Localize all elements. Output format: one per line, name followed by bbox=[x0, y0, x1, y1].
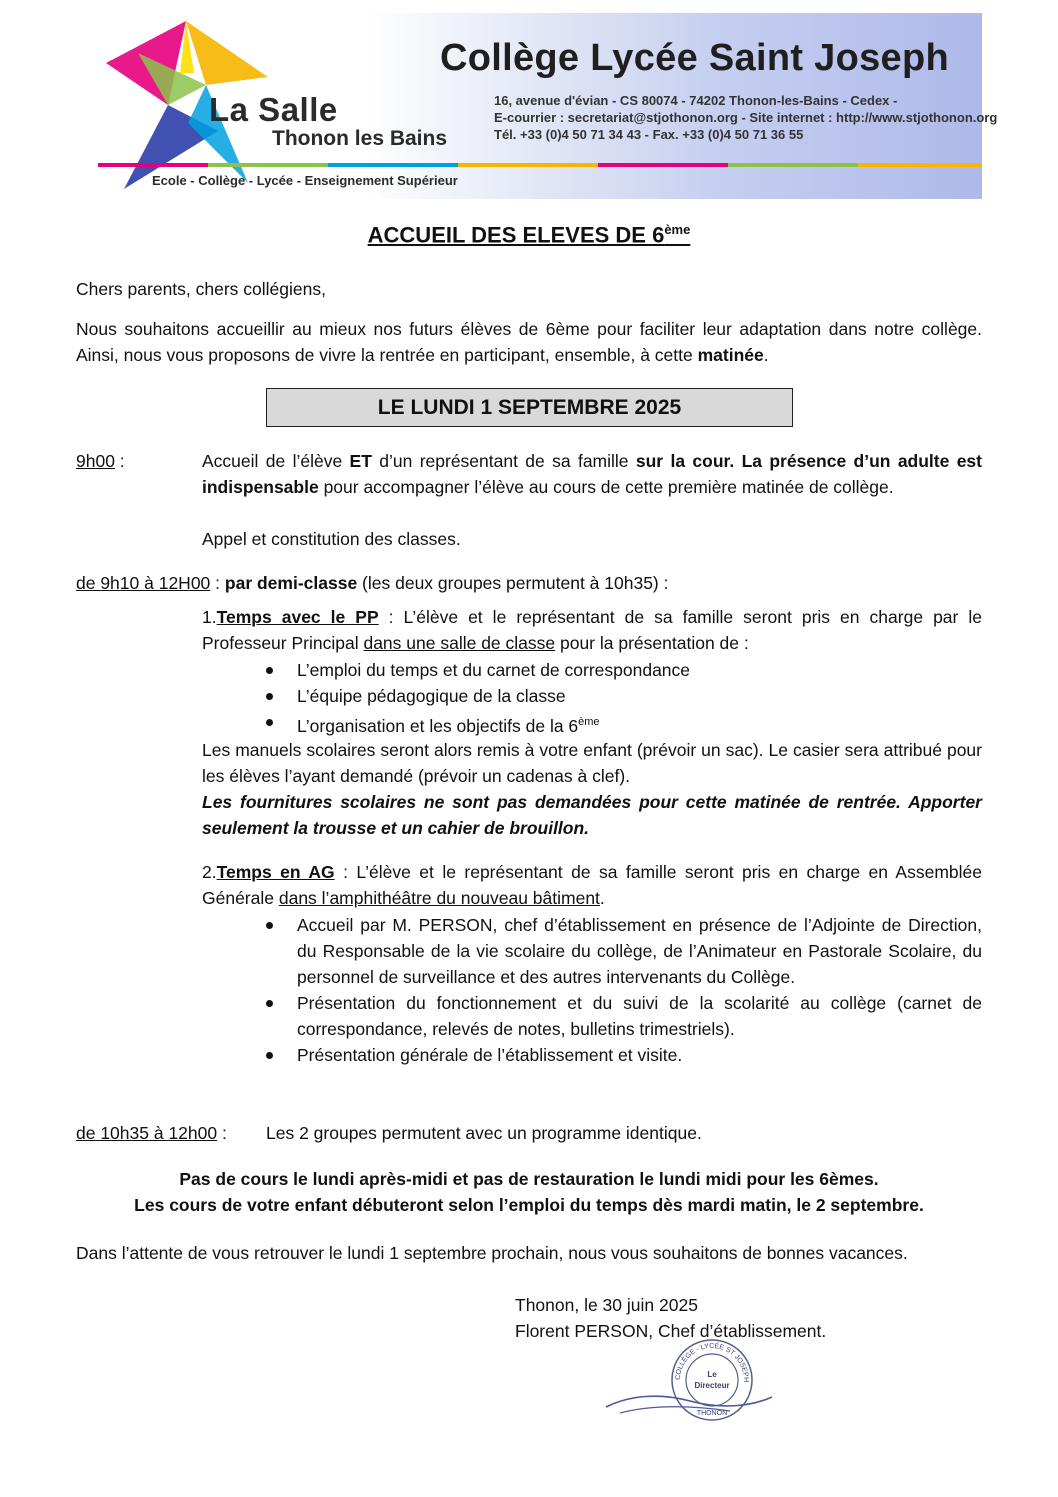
slot2-bold: par demi-classe bbox=[224, 573, 358, 593]
bullet-icon bbox=[266, 922, 273, 929]
logo-brand: La Salle bbox=[209, 91, 338, 128]
stamp-center-2: Directeur bbox=[694, 1381, 730, 1390]
slot1-text: pour accompagner l’élève au cours de cette première matinée de collège. bbox=[318, 477, 894, 497]
list-item-text: Présentation générale de l’établissement et visite. bbox=[297, 1045, 683, 1065]
bullet-icon bbox=[266, 693, 273, 700]
slot3-text: Les 2 groupes permutent avec un programme identique. bbox=[266, 1123, 702, 1143]
title-main: ACCUEIL DES ELEVES DE 6 bbox=[367, 222, 665, 248]
slot3-sep: : bbox=[217, 1123, 227, 1143]
list-item-sup: ème bbox=[578, 716, 600, 728]
school-name: Collège Lycée Saint Joseph bbox=[440, 37, 949, 79]
part2-text: . bbox=[599, 888, 605, 908]
part1-intro bbox=[202, 604, 982, 656]
part2-underlined: dans l’amphithéâtre du nouveau bâtiment bbox=[278, 888, 600, 908]
part1-note: Les fournitures scolaires ne sont pas demandées pour cette matinée de rentrée. Apporter seulement la trousse et un cahier de brouillon. bbox=[202, 792, 982, 838]
list-item-text: Accueil par M. PERSON, chef d’établissement en présence de l’Adjointe de Direction, du Responsable de la vie scolaire du collège, de l’Animateur en Pastorale Scolaire, du personnel de surveillance et des autres intervenants du Collège. bbox=[297, 915, 982, 987]
bullet-icon bbox=[266, 719, 273, 726]
part1-underlined: dans une salle de classe bbox=[363, 633, 556, 653]
list-item bbox=[266, 990, 982, 1042]
part2-heading: Temps en AG bbox=[216, 862, 335, 882]
part1-text: : L’élève et le représentant de sa famille seront pris en charge par le Professeur Principal bbox=[202, 607, 983, 653]
list-item bbox=[266, 912, 982, 990]
event-date-box: LE LUNDI 1 SEPTEMBRE 2025 bbox=[266, 388, 793, 427]
slot2-sep: : bbox=[210, 573, 225, 593]
address-line: 16, avenue d'évian - CS 80074 - 74202 Thonon-les-Bains - Cedex - bbox=[494, 93, 898, 108]
list-item-text: L’emploi du temps et du carnet de correspondance bbox=[297, 660, 691, 680]
official-stamp-icon bbox=[600, 1335, 780, 1435]
stamp-center-1: Le bbox=[707, 1370, 717, 1379]
slot1-bold-et: ET bbox=[349, 451, 372, 471]
intro-paragraph bbox=[76, 316, 982, 368]
list-item bbox=[266, 657, 982, 683]
slot3-time bbox=[76, 1120, 227, 1146]
list-item bbox=[266, 709, 982, 739]
slot3-time-label: de 10h35 à 12h00 bbox=[76, 1123, 218, 1143]
notice-line-1: Pas de cours le lundi après-midi et pas de restauration le lundi midi pour les 6èmes. bbox=[179, 1169, 879, 1189]
intro-tail: . bbox=[763, 345, 769, 365]
part1-heading: Temps avec le PP bbox=[216, 607, 379, 627]
list-item bbox=[266, 683, 982, 709]
slot2-rest: (les deux groupes permutent à 10h35) : bbox=[357, 573, 669, 593]
slot1-text: d’un représentant de sa famille bbox=[371, 451, 636, 471]
address-line: E-courrier : secretariat@stjothonon.org - Site internet : http://www.stjothonon.org bbox=[494, 110, 998, 125]
part1-text: pour la présentation de : bbox=[555, 633, 749, 653]
address-line: Tél. +33 (0)4 50 71 34 43 - Fax. +33 (0)4 50 71 36 55 bbox=[494, 127, 804, 142]
part2-intro bbox=[202, 859, 982, 911]
part1-bullet-list bbox=[266, 657, 982, 739]
slot1-time-label: 9h00 bbox=[76, 451, 115, 471]
list-item-text: Présentation du fonctionnement et du suivi de la scolarité au collège (carnet de correspondance, relevés de notes, bulletins trimestriels). bbox=[297, 993, 982, 1039]
logo-tagline: Ecole - Collège - Lycée - Enseignement Supérieur bbox=[152, 173, 458, 188]
list-item-text: L’organisation et les objectifs de la 6 bbox=[297, 715, 579, 736]
stamp-bottom: THONON bbox=[696, 1410, 728, 1417]
part1-after: Les manuels scolaires seront alors remis à votre enfant (prévoir un sac). Le casier sera attribué pour les élèves l’ayant demandé (prévoir un cadenas à clef). bbox=[202, 740, 982, 786]
list-item-text: L’équipe pédagogique de la classe bbox=[297, 686, 566, 706]
color-stripes bbox=[98, 161, 982, 173]
slot1-time-sep: : bbox=[114, 451, 125, 471]
list-item bbox=[266, 1042, 982, 1068]
bullet-icon bbox=[266, 667, 273, 674]
header-banner bbox=[98, 13, 998, 199]
intro-bold: matinée bbox=[697, 345, 764, 365]
title-sup: ème bbox=[664, 222, 691, 237]
logo-city: Thonon les Bains bbox=[272, 127, 448, 150]
slot2-line bbox=[76, 570, 982, 596]
closing-paragraph: Dans l’attente de vous retrouver le lundi 1 septembre prochain, nous vous souhaitons de bonnes vacances. bbox=[76, 1243, 908, 1263]
part2-text: : L’élève et le représentant de sa famille seront pris en charge en Assemblée Générale bbox=[202, 862, 982, 908]
notice-line-2: Les cours de votre enfant débuteront selon l’emploi du temps dès mardi matin, le 2 septembre. bbox=[134, 1195, 924, 1215]
greeting: Chers parents, chers collégiens, bbox=[76, 279, 326, 299]
slot1-text: Accueil de l’élève bbox=[202, 451, 350, 471]
document-title bbox=[0, 222, 1058, 248]
bullet-icon bbox=[266, 1052, 273, 1059]
bullet-icon bbox=[266, 1000, 273, 1007]
part2-num: 2. bbox=[202, 862, 217, 882]
signature-place-date: Thonon, le 30 juin 2025 bbox=[515, 1295, 698, 1315]
slot2-time-label: de 9h10 à 12H00 bbox=[76, 573, 211, 593]
school-address bbox=[494, 92, 997, 143]
part1-num: 1. bbox=[202, 607, 217, 627]
part2-bullet-list bbox=[266, 912, 982, 1068]
stamp-ring-text: COLLÈGE - LYCÉE ST JOSEPH bbox=[674, 1342, 750, 1383]
intro-text: Nous souhaitons accueillir au mieux nos futurs élèves de 6ème pour faciliter leur adaptation dans notre collège. Ainsi, nous vous proposons de vivre la rentrée en participant, ensemble, à cette bbox=[76, 319, 982, 365]
slot1-description bbox=[202, 448, 982, 500]
slot1-bold: sur la cour. La présence d’un adulte est indispensable bbox=[202, 451, 982, 497]
slot1-time bbox=[76, 448, 125, 474]
slot1-roll-call: Appel et constitution des classes. bbox=[202, 529, 461, 549]
signature-name: Florent PERSON, Chef d’établissement. bbox=[515, 1321, 827, 1341]
